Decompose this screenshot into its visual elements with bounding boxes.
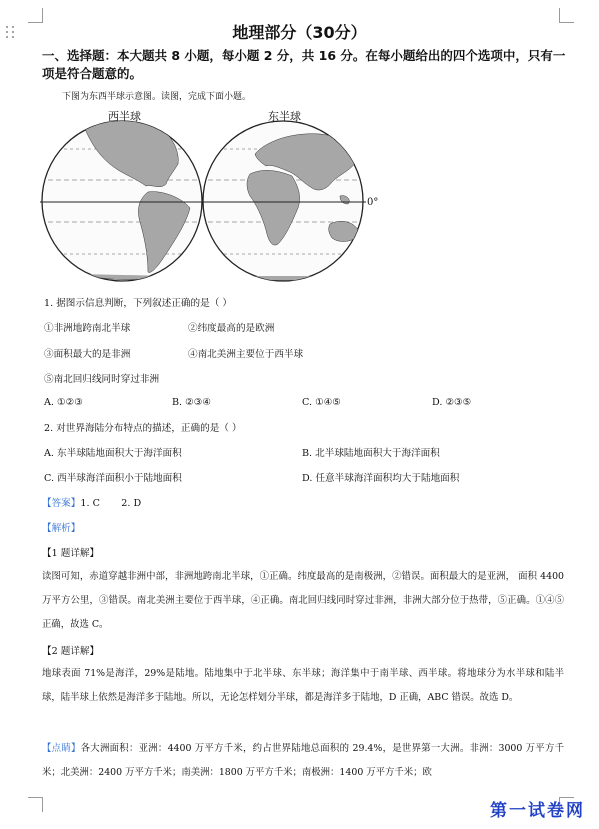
analysis-label: 【解析】 — [42, 523, 81, 534]
answer-label: 【答案】 — [42, 498, 81, 509]
q1-option-d[interactable]: D. ②③⑤ — [432, 397, 472, 408]
q2-option-c[interactable]: C. 西半球海洋面积小于陆地面积 — [44, 473, 182, 484]
question-2-stem: 2. 对世界海陆分布特点的描述，正确的是（ ） — [44, 423, 242, 434]
equator-label: 0° — [367, 197, 379, 208]
q1-statement: ②纬度最高的是欧洲 — [188, 323, 275, 334]
q1-statement: ④南北美洲主要位于西半球 — [188, 349, 304, 360]
q1-statement: ⑤南北回归线同时穿过非洲 — [44, 374, 160, 385]
q2-option-b[interactable]: B. 北半球陆地面积大于海洋面积 — [302, 448, 440, 459]
detail-2-text: 地球表面 71%是海洋，29%是陆地。陆地集中于北半球、东半球；海洋集中于南半球、西半球。将地球分为水半球和陆半球，陆半球上依然是海洋多于陆地。所以，无论怎样划分半球，都是海洋多于陆地，D 正确，ABC 错误。故选 D。 — [42, 668, 564, 703]
q1-option-c[interactable]: C. ①④⑤ — [302, 397, 341, 408]
question-intro: 下图为东西半球示意图。读图，完成下面小题。 — [62, 92, 252, 102]
watermark-logo: 第一试卷网 — [490, 801, 585, 821]
tip-label: 【点睛】 — [42, 743, 81, 754]
q1-option-b[interactable]: B. ②③④ — [172, 397, 211, 408]
detail-2-label: 【2 题详解】 — [42, 646, 100, 657]
q1-statement: ③面积最大的是非洲 — [44, 349, 131, 360]
q1-statement: ①非洲地跨南北半球 — [44, 323, 131, 334]
hemisphere-map-figure — [40, 104, 420, 294]
detail-1-label: 【1 题详解】 — [42, 548, 100, 559]
section-header: 一、选择题：本大题共 8 小题，每小题 2 分，共 16 分。在每小题给出的四个选项中，只有一项是符合题意的。 — [42, 48, 566, 81]
east-hemisphere-label: 东半球 — [268, 110, 301, 123]
hemisphere-map — [40, 104, 420, 298]
tip-text: 各大洲面积：亚洲：4400 万平方千米，约占世界陆地总面积的 29.4%，是世界第一大洲。非洲：3000 万平方千米；北美洲：2400 万平方千米；南美洲：1800 万平方千米；南极洲：1400 万平方千米；欧 — [42, 743, 564, 778]
page-title: 地理部分（30分） — [232, 23, 367, 42]
answer-line — [42, 495, 141, 509]
q2-option-d[interactable]: D. 任意半球海洋面积均大于陆地面积 — [302, 473, 460, 484]
page-corner-mark — [28, 797, 43, 812]
q2-option-a[interactable]: A. 东半球陆地面积大于海洋面积 — [44, 448, 182, 459]
west-hemisphere-label: 西半球 — [108, 110, 141, 123]
detail-1-text: 读图可知，赤道穿越非洲中部，非洲地跨南北半球，①正确。纬度最高的是南极洲，②错误。面积最大的是亚洲， 面积 4400 万平方公里，③错误。南北美洲主要位于西半球，④正确。南北回归线同时穿过非洲，非洲大部分位于热带，⑤正确。①④⑤正确，故选 C。 — [42, 571, 564, 630]
q1-option-a[interactable]: A. ①②③ — [44, 397, 83, 408]
question-1-stem: 1. 据图示信息判断，下列叙述正确的是（ ） — [44, 298, 232, 309]
east-hemisphere — [200, 121, 370, 281]
answer-text: 1. C 2. D — [80, 498, 142, 509]
west-hemisphere — [40, 120, 210, 281]
tip-paragraph — [42, 737, 564, 785]
